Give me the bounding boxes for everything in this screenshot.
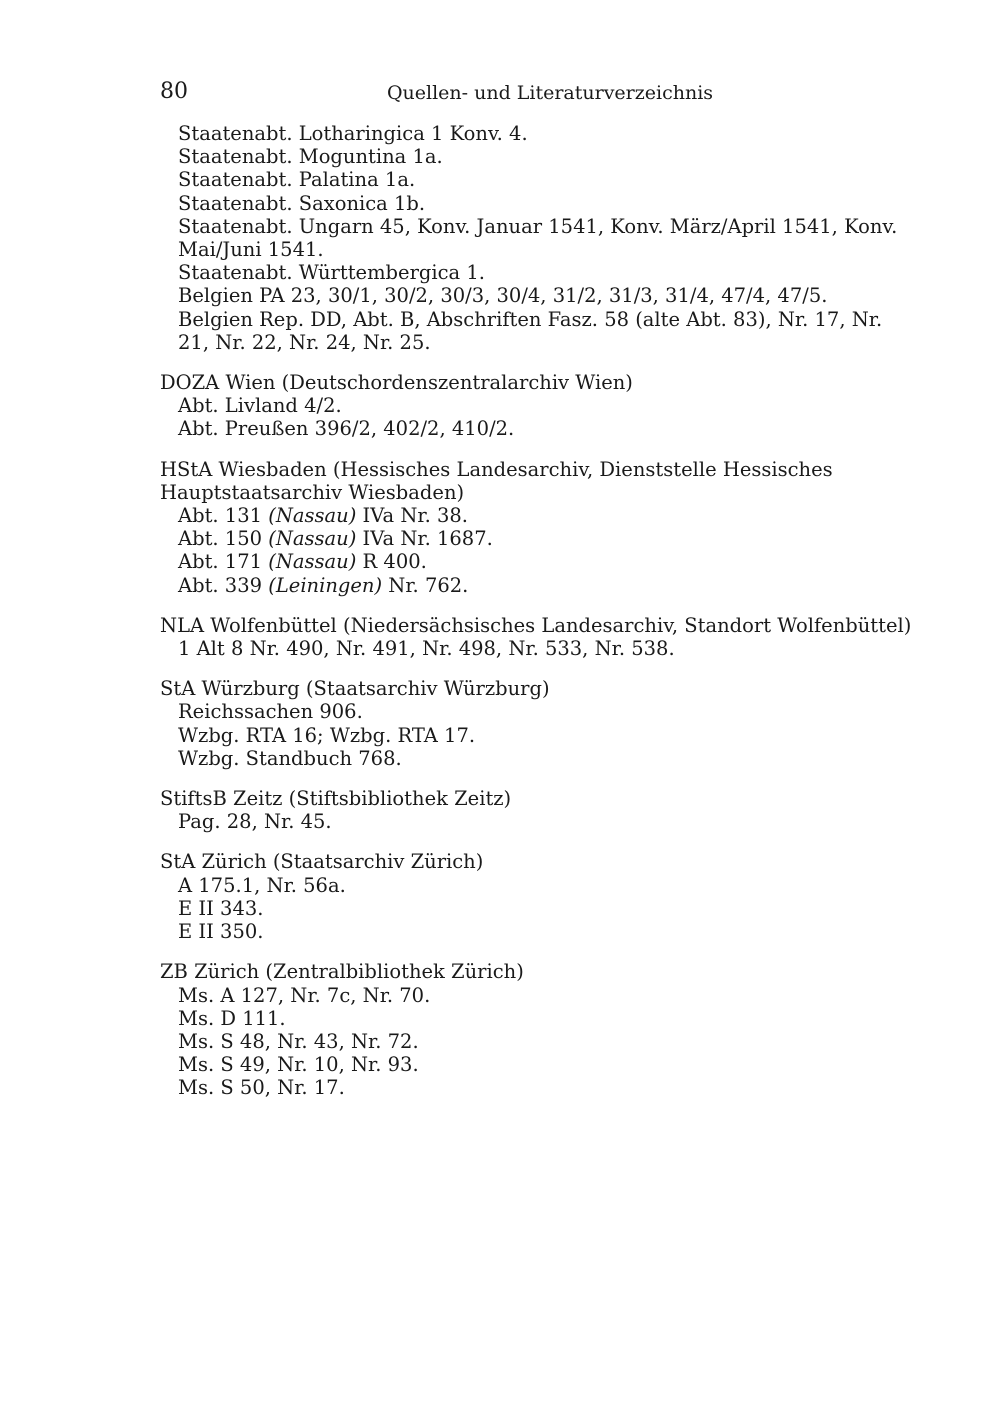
signature-text: Abt. 171 [178,550,269,574]
archive-signature: Reichssachen 906. [178,700,363,724]
archive-heading: StiftsB Zeitz (Stiftsbibliothek Zeitz) [160,787,512,811]
page-header [160,78,910,108]
archive-signature: Staatenabt. Palatina 1a. [178,168,416,192]
signature-italic-note: (Nassau) [268,550,357,574]
archive-signature: Wzbg. Standbuch 768. [178,746,402,770]
archive-signature: A 175.1, Nr. 56a. [178,873,346,897]
archive-signature [160,574,912,597]
archive-heading: ZB Zürich (Zentralbibliothek Zürich) [160,960,524,984]
archive-heading: HStA Wiesbaden (Hessisches Landesarchiv, Dienststelle Hessisches Hauptstaatsarchiv Wiesbaden) [160,457,833,504]
archive-entry [160,960,912,1099]
archive-signature [160,550,912,573]
archive-signature: Abt. Preußen 396/2, 402/2, 410/2. [178,417,515,441]
archive-signature: Ms. D 111. [178,1006,286,1030]
archive-signature: E II 350. [178,920,264,944]
signature-text: Abt. 150 [178,527,269,551]
archive-signature: 1 Alt 8 Nr. 490, Nr. 491, Nr. 498, Nr. 533, Nr. 538. [178,637,675,661]
archive-entry [160,122,912,354]
archive-entry [160,614,912,660]
page-number: 80 [160,79,188,104]
archive-signature: Ms. A 127, Nr. 7c, Nr. 70. [178,983,431,1007]
archive-signature: Ms. S 50, Nr. 17. [178,1076,345,1100]
archive-heading: NLA Wolfenbüttel (Niedersächsisches Landesarchiv, Standort Wolfenbüttel) [160,613,912,637]
archive-signature: Staatenabt. Saxonica 1b. [178,191,426,215]
archive-signature: Belgien PA 23, 30/1, 30/2, 30/3, 30/4, 31/2, 31/3, 31/4, 47/4, 47/5. [178,284,828,308]
archive-signature: Staatenabt. Lotharingica 1 Konv. 4. [178,122,528,145]
signature-text: Abt. 131 [178,504,269,528]
archive-entry [160,850,912,943]
archive-heading: StA Würzburg (Staatsarchiv Würzburg) [160,677,550,701]
archive-signature: Abt. Livland 4/2. [178,394,342,418]
signature-text: R 400. [356,550,427,574]
archive-signature [160,527,912,550]
signature-text: IVa Nr. 1687. [356,527,493,551]
archive-signature: Ms. S 48, Nr. 43, Nr. 72. [178,1029,419,1053]
archive-signature: Ms. S 49, Nr. 10, Nr. 93. [178,1053,419,1077]
archive-entry [160,677,912,770]
archive-signature: Wzbg. RTA 16; Wzbg. RTA 17. [178,723,476,747]
archive-list [160,122,912,1117]
signature-italic-note: (Nassau) [268,504,357,528]
archive-signature: Staatenabt. Moguntina 1a. [178,145,443,169]
signature-text: Nr. 762. [382,573,469,597]
archive-entry [160,787,912,833]
archive-signature: Staatenabt. Ungarn 45, Konv. Januar 1541, Konv. März/April 1541, Konv. Mai/Juni 1541. [178,214,898,262]
signature-italic-note: (Leiningen) [268,573,383,597]
archive-entry [160,371,912,441]
archive-signature: Staatenabt. Württembergica 1. [178,261,485,285]
signature-text: Abt. 339 [178,573,269,597]
running-head: Quellen- und Literaturverzeichnis [386,82,714,104]
archive-heading: StA Zürich (Staatsarchiv Zürich) [160,850,484,874]
archive-heading: DOZA Wien (Deutschordenszentralarchiv Wien) [160,371,633,395]
archive-entry [160,458,912,597]
signature-italic-note: (Nassau) [268,527,357,551]
signature-text: IVa Nr. 38. [356,504,468,528]
archive-signature: E II 343. [178,896,264,920]
archive-signature: Pag. 28, Nr. 45. [178,810,332,834]
archive-signature: Belgien Rep. DD, Abt. B, Abschriften Fasz. 58 (alte Abt. 83), Nr. 17, Nr. 21, Nr. 22, Nr. 24, Nr. 25. [178,307,883,354]
archive-signature [160,504,912,527]
